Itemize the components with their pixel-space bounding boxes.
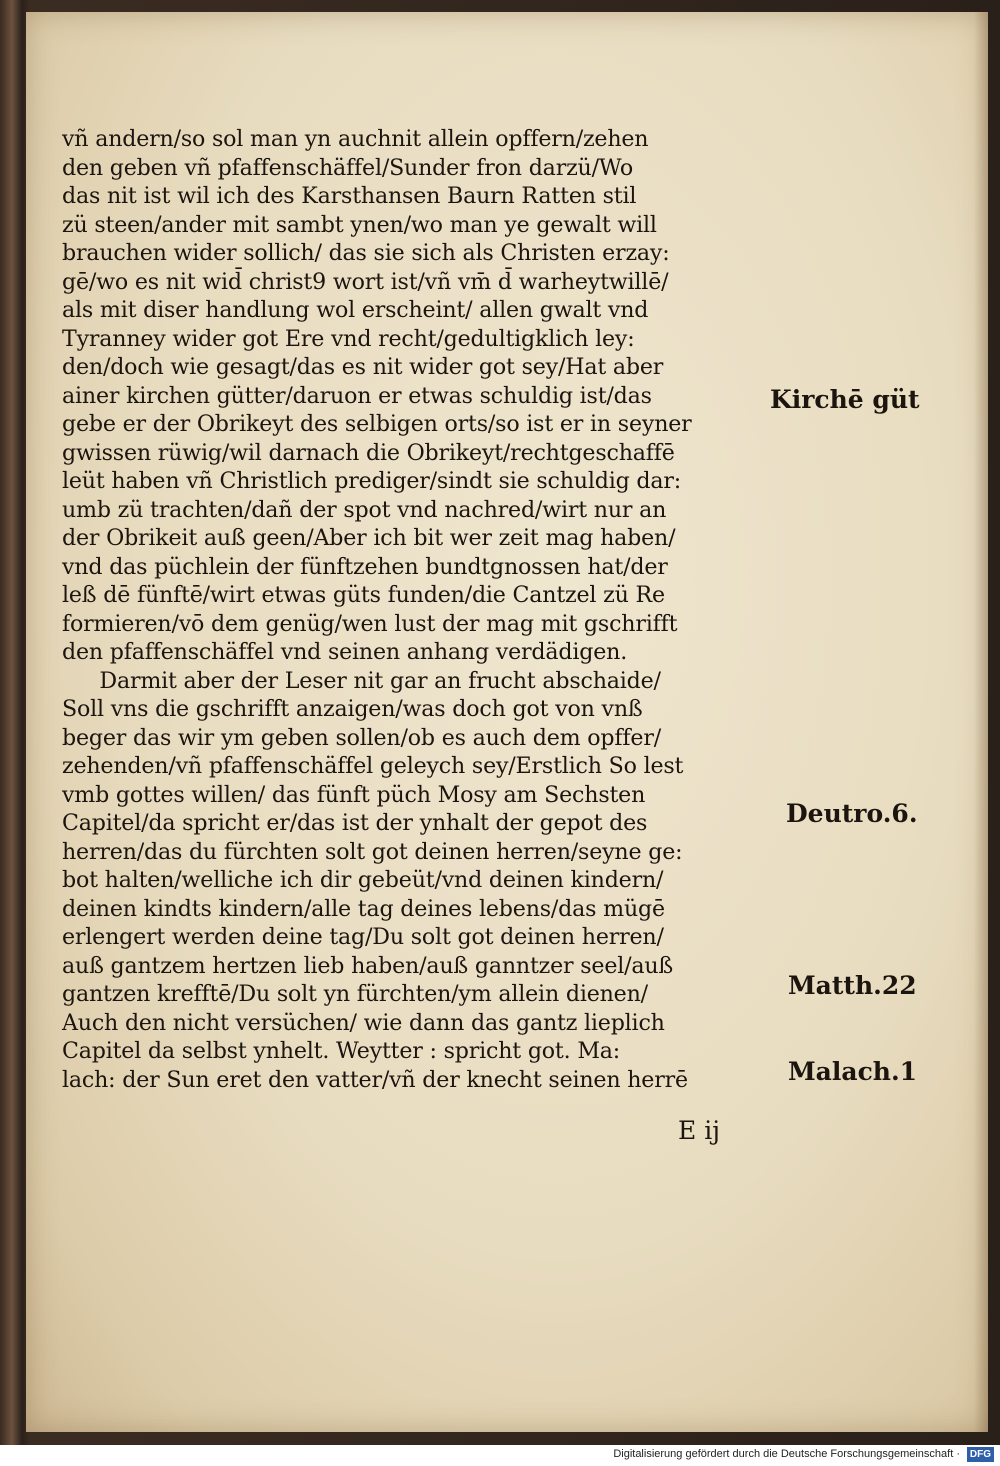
text-line: herren/das du fürchten solt got deinen herren/seyne ge:	[62, 838, 683, 865]
text-line: auß gantzem hertzen lieb haben/auß ganntzer seel/auß	[62, 952, 674, 979]
text-line: Capitel da selbst ynhelt. Weytter : spricht got. Ma:	[62, 1038, 621, 1064]
dfg-logo-icon: DFG	[967, 1447, 994, 1462]
text-line: den/doch wie gesagt/das es nit wider got sey/Hat aber	[62, 354, 664, 380]
text-line: lach: der Sun eret den vatter/vñ der knecht seinen herrē	[62, 1066, 688, 1093]
text-line: das nit ist wil ich des Karsthansen Baurn Ratten stil	[62, 183, 637, 209]
text-line: Soll vns die gschrifft anzaigen/was doch got von vnß	[62, 696, 643, 722]
funding-credit: Digitalisierung gefördert durch die Deutsche Forschungsgemeinschaft ·	[613, 1448, 960, 1460]
text-line: gē/wo es nit wid̄ christ9 wort ist/vñ vm̄ d̄ warheytwillē/	[62, 268, 669, 295]
text-line: zehenden/vñ pfaffenschäffel geleych sey/Erstlich So lest	[62, 753, 684, 779]
margin-note-deutro: Deutro.6.	[786, 799, 918, 828]
signature-mark: E ij	[678, 1116, 720, 1145]
text-line: beger das wir ym geben sollen/ob es auch dem opffer/	[62, 724, 661, 751]
text-line: als mit diser handlung wol erscheint/ allen gwalt vnd	[62, 297, 649, 323]
margin-note-matth: Matth.22	[788, 971, 917, 1000]
text-line: umb zü trachten/dañ der spot vnd nachred/wirt nur an	[62, 496, 667, 523]
text-line: zü steen/ander mit sambt ynen/wo man ye gewalt will	[62, 211, 657, 238]
text-line: gebe er der Obrikeyt des selbigen orts/so ist er in seyner	[62, 411, 692, 437]
margin-note-kirchen: Kirchē güt	[770, 385, 920, 414]
text-line: den geben vñ pfaffenschäffel/Sunder fron darzü/Wo	[62, 154, 634, 181]
page-edge-shadow	[974, 12, 988, 1432]
book-page	[26, 12, 988, 1432]
text-line: brauchen wider sollich/ das sie sich als Christen erzay:	[62, 240, 670, 266]
text-line: formieren/vō dem genüg/wen lust der mag mit gschrifft	[62, 610, 678, 637]
text-line: Tyranney wider got Ere vnd recht/gedultigklich ley:	[62, 325, 635, 352]
text-line: ainer kirchen gütter/daruon er etwas schuldig ist/das	[62, 382, 652, 409]
paragraph-first-line: Darmit aber der Leser nit gar an frucht abschaide/	[99, 667, 661, 694]
text-line: erlengert werden deine tag/Du solt got deinen herren/	[62, 924, 664, 950]
text-line: den pfaffenschäffel vnd seinen anhang verdädigen.	[62, 639, 628, 665]
text-line: vnd das püchlein der fünftzehen bundtgnossen hat/der	[62, 553, 668, 580]
footer-bar	[0, 1445, 1000, 1466]
main-text-block	[62, 125, 802, 1094]
text-line: leüt haben vñ Christlich prediger/sindt sie schuldig dar:	[62, 468, 682, 494]
text-line: vñ andern/so sol man yn auchnit allein opffern/zehen	[62, 126, 649, 152]
text-line: gantzen krefftē/Du solt yn fürchten/ym allein dienen/	[62, 981, 648, 1007]
text-line: leß dē fünftē/wirt etwas güts funden/die Cantzel zü Re	[62, 582, 665, 608]
text-line: deinen kindts kindern/alle tag deines lebens/das mügē	[62, 895, 665, 922]
text-line: bot halten/welliche ich dir gebeüt/vnd deinen kindern/	[62, 867, 664, 893]
margin-note-malach: Malach.1	[788, 1057, 918, 1086]
text-line: der Obrikeit auß geen/Aber ich bit wer zeit mag haben/	[62, 525, 676, 551]
text-line: gwissen rüwig/wil darnach die Obrikeyt/rechtgeschaffē	[62, 439, 675, 466]
text-line: Capitel/da spricht er/das ist der ynhalt der gepot des	[62, 810, 648, 836]
text-line: vmb gottes willen/ das fünft püch Mosy am Sechsten	[62, 781, 646, 808]
text-line: Auch den nicht versüchen/ wie dann das gantz lieplich	[62, 1009, 665, 1036]
